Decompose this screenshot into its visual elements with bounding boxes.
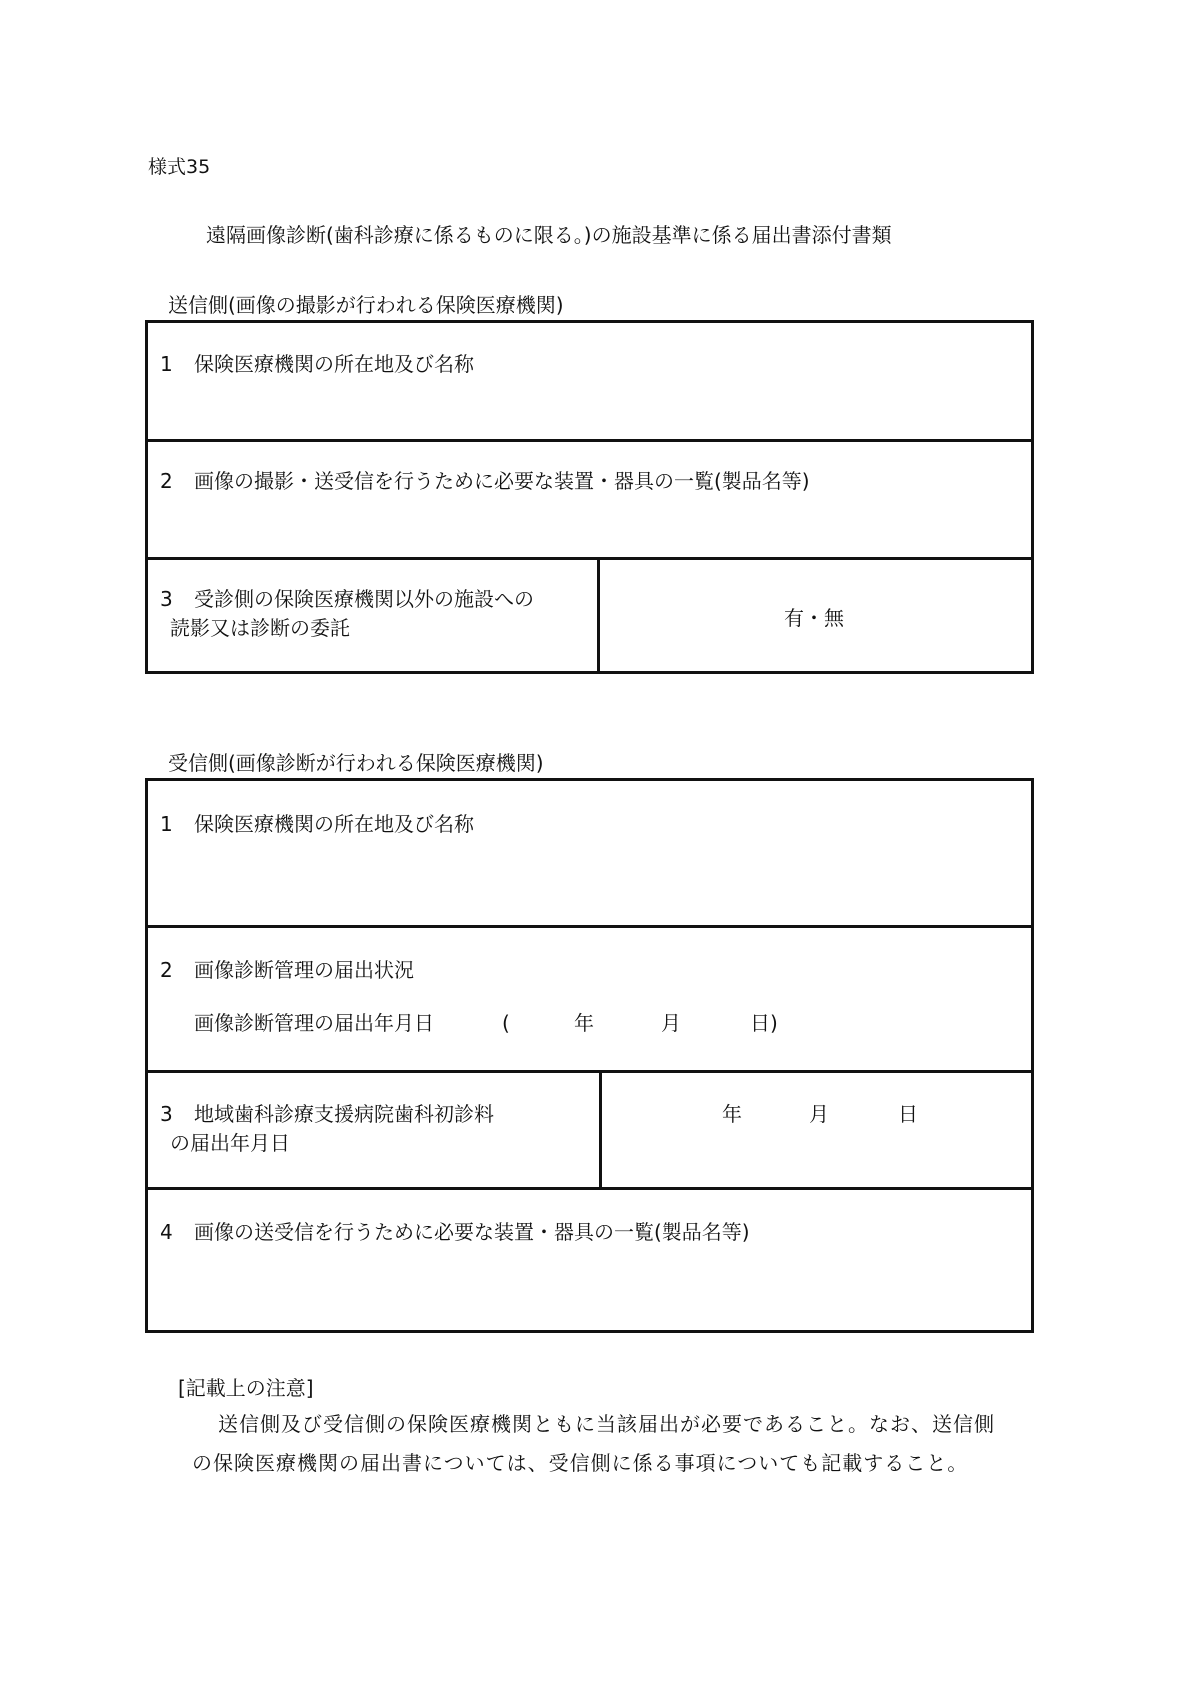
row-label: 画像の送受信を行うために必要な装置・器具の一覧(製品名等) [194,1220,750,1244]
row-label: 保険医療機関の所在地及び名称 [194,352,474,376]
sender-row-3-label [160,584,534,614]
receiver-row-2-label [160,955,414,985]
sender-row-1-label [160,349,474,379]
row-number: 4 [160,1220,173,1244]
row-number: 3 [160,587,173,611]
form-number: 様式35 [148,156,211,178]
row-number: 1 [160,812,173,836]
date-year: 年 [574,1011,594,1035]
divider [148,1070,1031,1073]
receiver-row-3-label [160,1099,494,1129]
row-label: 画像の撮影・送受信を行うために必要な装置・器具の一覧(製品名等) [194,469,810,493]
row-label-line1: 地域歯科診療支援病院歯科初診料 [194,1102,494,1126]
sender-row-3-value: 有・無 [784,606,844,630]
row-label-line1: 受診側の保険医療機関以外の施設への [194,587,534,611]
date-month: 月 [809,1102,829,1126]
notes-heading: [記載上の注意] [178,1376,314,1400]
sender-heading: 送信側(画像の撮影が行われる保険医療機関) [168,293,564,317]
row-number: 1 [160,352,173,376]
receiver-row-3-label-line2: の届出年月日 [170,1131,290,1155]
notes-line-2: の保険医療機関の届出書については、受信側に係る事項についても記載すること。 [192,1451,969,1475]
document-title: 遠隔画像診断(歯科診療に係るものに限る。)の施設基準に係る届出書添付書類 [206,223,892,247]
row-number: 3 [160,1102,173,1126]
sender-row-2-label [160,466,810,496]
date-month: 月 [661,1011,681,1035]
receiver-heading: 受信側(画像診断が行われる保険医療機関) [168,751,544,775]
divider [597,557,600,671]
divider [148,925,1031,928]
date-day: 日) [750,1011,778,1035]
sender-table [145,320,1034,674]
date-year: 年 [722,1102,742,1126]
divider [148,439,1031,442]
row-number: 2 [160,958,173,982]
date-open-paren: ( [502,1011,510,1035]
row-number: 2 [160,469,173,493]
notes-line-1: 送信側及び受信側の保険医療機関ともに当該届出が必要であること。なお、送信側 [218,1412,995,1436]
receiver-row-2-sublabel: 画像診断管理の届出年月日 [194,1011,434,1035]
receiver-table [145,778,1034,1333]
row-label: 画像診断管理の届出状況 [194,958,414,982]
divider [148,1187,1031,1190]
sender-row-3-label-line2: 読影又は診断の委託 [170,616,350,640]
divider [599,1070,602,1187]
divider [148,557,1031,560]
date-day: 日 [898,1102,918,1126]
receiver-row-4-label [160,1217,750,1247]
receiver-row-1-label [160,809,474,839]
row-label: 保険医療機関の所在地及び名称 [194,812,474,836]
